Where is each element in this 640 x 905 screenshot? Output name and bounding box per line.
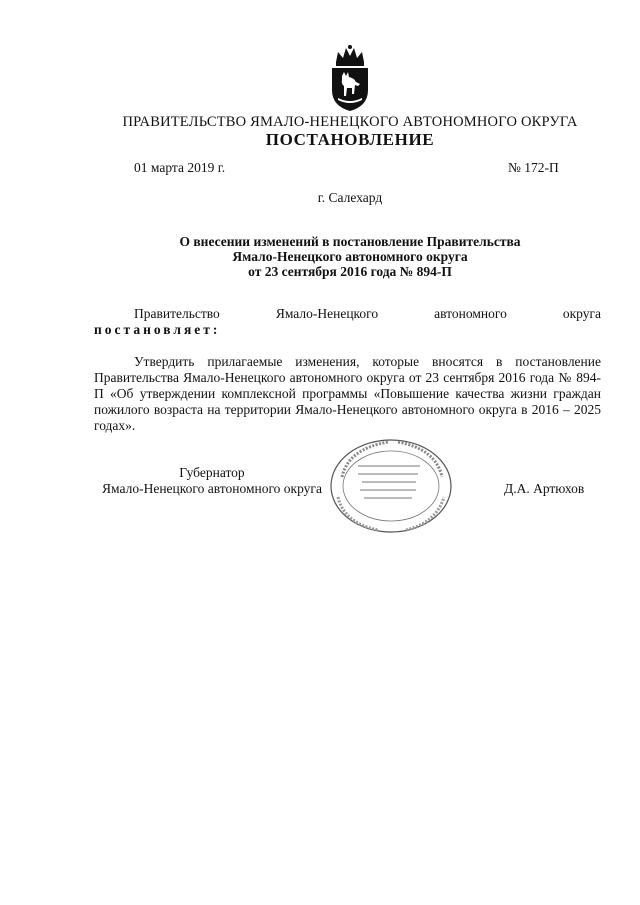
decree-date: 01 марта 2019 г. <box>134 160 226 175</box>
preamble-word: Правительство <box>134 306 220 321</box>
preamble-row <box>94 306 601 322</box>
signatory-title-line: Губернатор <box>179 465 245 480</box>
decree-city: г. Салехард <box>317 190 383 205</box>
government-name: ПРАВИТЕЛЬСТВО ЯМАЛО-НЕНЕЦКОГО АВТОНОМНОГО ОКРУГА <box>122 114 578 130</box>
preamble-word: автономного <box>434 306 507 321</box>
subject-line: от 23 сентября 2016 года № 894-П <box>248 264 452 279</box>
subject-line: О внесении изменений в постановление Правительства <box>179 234 521 249</box>
decree-subject <box>150 234 550 279</box>
resolves-word: постановляет: <box>94 322 221 337</box>
preamble <box>94 306 601 338</box>
body-paragraph: Утвердить прилагаемые изменения, которые вносятся в постановление Правительства Ямало-Ненецкого автономного округа от 23 сентября 2016 года № 894-П «Об утверждении комплексной программы «Повышение качества жизни граждан пожилого возраста на территории Ямало-Ненецкого автономного округа в 2016 – 2025 годах». <box>94 354 601 433</box>
document-type-title: ПОСТАНОВЛЕНИЕ <box>265 130 435 149</box>
coat-of-arms-icon <box>328 44 372 112</box>
decree-number: № 172-П <box>508 160 559 175</box>
signatory-title-line: Ямало-Ненецкого автономного округа <box>102 481 322 496</box>
signatory-title <box>94 465 330 497</box>
subject-line: Ямало-Ненецкого автономного округа <box>232 249 468 264</box>
preamble-word: округа <box>562 306 601 321</box>
signatory-name: Д.А. Артюхов <box>504 481 585 496</box>
approval-stamp-icon <box>328 437 454 535</box>
preamble-word: Ямало-Ненецкого <box>275 306 379 321</box>
